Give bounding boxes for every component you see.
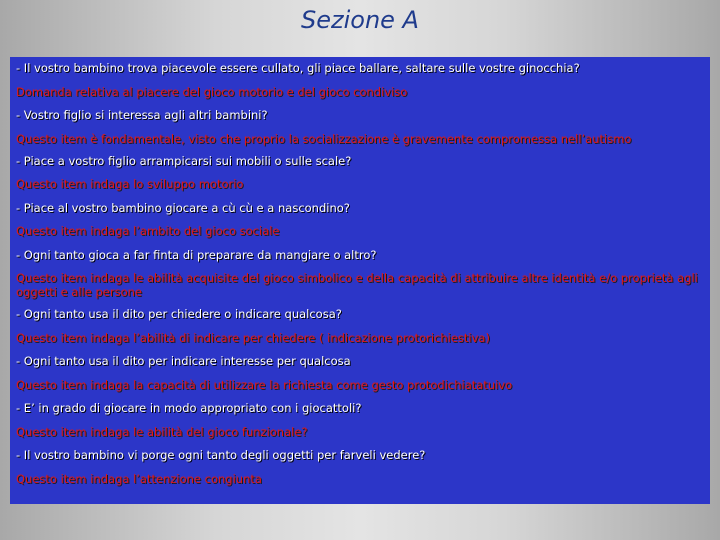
question-2: - Vostro figlio si interessa agli altri bambini? [16, 108, 268, 122]
answer-8: Questo item indaga le abilità del gioco funzionale? [16, 424, 308, 439]
answer-6: Questo item indaga l’abilità di indicare per chiedere ( indicazione protorichiestiva) [16, 330, 490, 345]
question-9: - Il vostro bambino vi porge ogni tanto degli oggetti per farveli vedere? [16, 448, 426, 462]
answer-1: Domanda relativa al piacere del gioco motorio e del gioco condiviso [16, 84, 408, 99]
slide-title: Sezione A [301, 6, 419, 34]
question-5: - Ogni tanto gioca a far finta di preparare da mangiare o altro? [16, 247, 377, 262]
question-1: - Il vostro bambino trova piacevole essere cullato, gli piace ballare, saltare sulle vostre ginocchia? [16, 61, 580, 75]
question-8: - E’ in grado di giocare in modo appropriato con i giocattoli? [16, 401, 362, 415]
answer-5: Questo item indaga le abilità acquisite del gioco simbolico e della capacità di attribuire altre identità e/o proprietà agli oggetti e alle persone [16, 271, 698, 299]
question-7: - Ogni tanto usa il dito per indicare interesse per qualcosa [16, 354, 351, 368]
question-4: - Piace al vostro bambino giocare a cù cù e a nascondino? [16, 200, 350, 215]
answer-3: Questo item indaga lo sviluppo motorio [16, 177, 244, 191]
answer-9: Questo item indaga l’attenzione congiunta [16, 471, 262, 486]
content-panel [10, 57, 710, 504]
question-6: - Ogni tanto usa il dito per chiedere o indicare qualcosa? [16, 307, 342, 321]
question-3: - Piace a vostro figlio arrampicarsi sui mobili o sulle scale? [16, 153, 352, 168]
answer-7: Questo item indaga la capacità di utilizzare la richiesta come gesto protodichiatatuivo [16, 377, 513, 392]
answer-4: Questo item indaga l’ambito del gioco sociale [16, 224, 280, 238]
answer-2: Questo item è fondamentale, visto che proprio la socializzazione è gravemente compromessa nell’autismo [16, 131, 632, 146]
